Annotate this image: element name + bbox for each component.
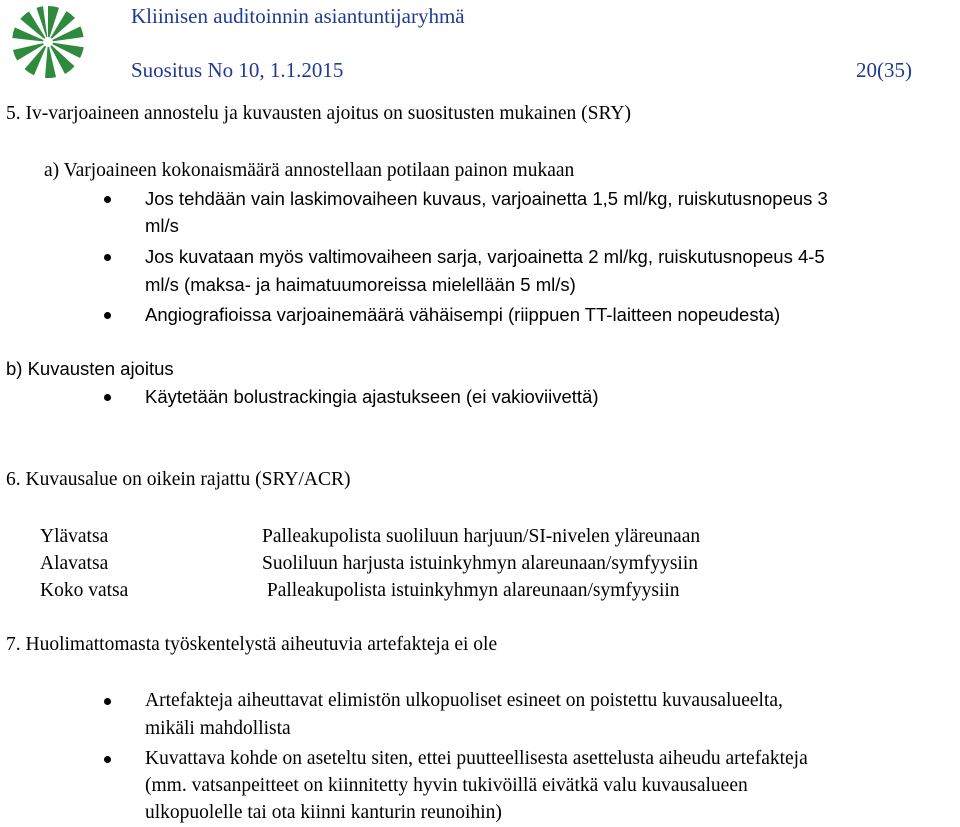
bullet-icon	[104, 254, 111, 261]
header-organization: Kliinisen auditoinnin asiantuntijaryhmä	[131, 4, 465, 28]
region-value-whole-abdomen: Palleakupolista istuinkyhmyn alareunaan/symfyysiin	[262, 580, 680, 601]
section-5a-bullet-3-line-1: Angiografioissa varjoainemäärä vähäisempi (riippuen TT-laitteen nopeudesta)	[145, 304, 781, 325]
section-5a-bullet-1-line-1: Jos tehdään vain laskimovaiheen kuvaus, varjoainetta 1,5 ml/kg, ruiskutusnopeus 3	[145, 188, 828, 209]
region-value-lower-abdomen: Suoliluun harjusta istuinkyhmyn alareunaan/symfyysiin	[262, 553, 698, 574]
bullet-icon	[104, 394, 111, 401]
header-page-number: 20(35)	[856, 58, 912, 82]
section-7-bullet-2-line-2: (mm. vatsanpeitteet on kiinnitetty hyvin tukivöillä eivätkä valu kuvausalueen	[145, 775, 748, 796]
section-7-bullet-1-line-2: mikäli mahdollista	[145, 718, 291, 739]
section-5b-title: b) Kuvausten ajoitus	[6, 358, 174, 379]
section-7-bullet-1-line-1: Artefakteja aiheuttavat elimistön ulkopuoliset esineet on poistettu kuvausalueelta,	[145, 690, 783, 711]
header-recommendation: Suositus No 10, 1.1.2015	[131, 58, 344, 82]
section-5b-bullet-1-line-1: Käytetään bolustrackingia ajastukseen (ei vakioviivettä)	[145, 386, 599, 407]
section-5-title: 5. Iv-varjoaineen annostelu ja kuvausten ajoitus on suositusten mukainen (SRY)	[6, 103, 631, 124]
region-value-upper-abdomen: Palleakupolista suoliluun harjuun/SI-nivelen yläreunaan	[262, 526, 701, 547]
section-5a-bullet-1-line-2: ml/s	[145, 215, 179, 236]
section-5a-bullet-2-line-2: ml/s (maksa- ja haimatuumoreissa mielellään 5 ml/s)	[145, 274, 576, 295]
region-label-lower-abdomen: Alavatsa	[40, 553, 109, 574]
bullet-icon	[104, 196, 111, 203]
section-5a-title: a) Varjoaineen kokonaismäärä annostellaan potilaan painon mukaan	[44, 160, 575, 181]
bullet-icon	[104, 698, 111, 705]
section-7-bullet-2-line-3: ulkopuolelle tai ota kiinni kanturin reunoihin)	[145, 802, 502, 823]
region-label-whole-abdomen: Koko vatsa	[40, 580, 129, 601]
region-label-upper-abdomen: Ylävatsa	[40, 526, 109, 547]
bullet-icon	[104, 756, 111, 763]
section-7-title: 7. Huolimattomasta työskentelystä aiheutuvia artefakteja ei ole	[6, 634, 498, 655]
section-7-bullet-2-line-1: Kuvattava kohde on aseteltu siten, ettei puutteellisesta asettelusta aiheudu artefakteja	[145, 748, 808, 769]
bullet-icon	[104, 312, 111, 319]
section-5a-bullet-2-line-1: Jos kuvataan myös valtimovaiheen sarja, varjoainetta 2 ml/kg, ruiskutusnopeus 4-5	[145, 246, 825, 267]
section-6-title: 6. Kuvausalue on oikein rajattu (SRY/ACR)	[6, 469, 351, 490]
organization-logo-icon	[10, 4, 86, 80]
